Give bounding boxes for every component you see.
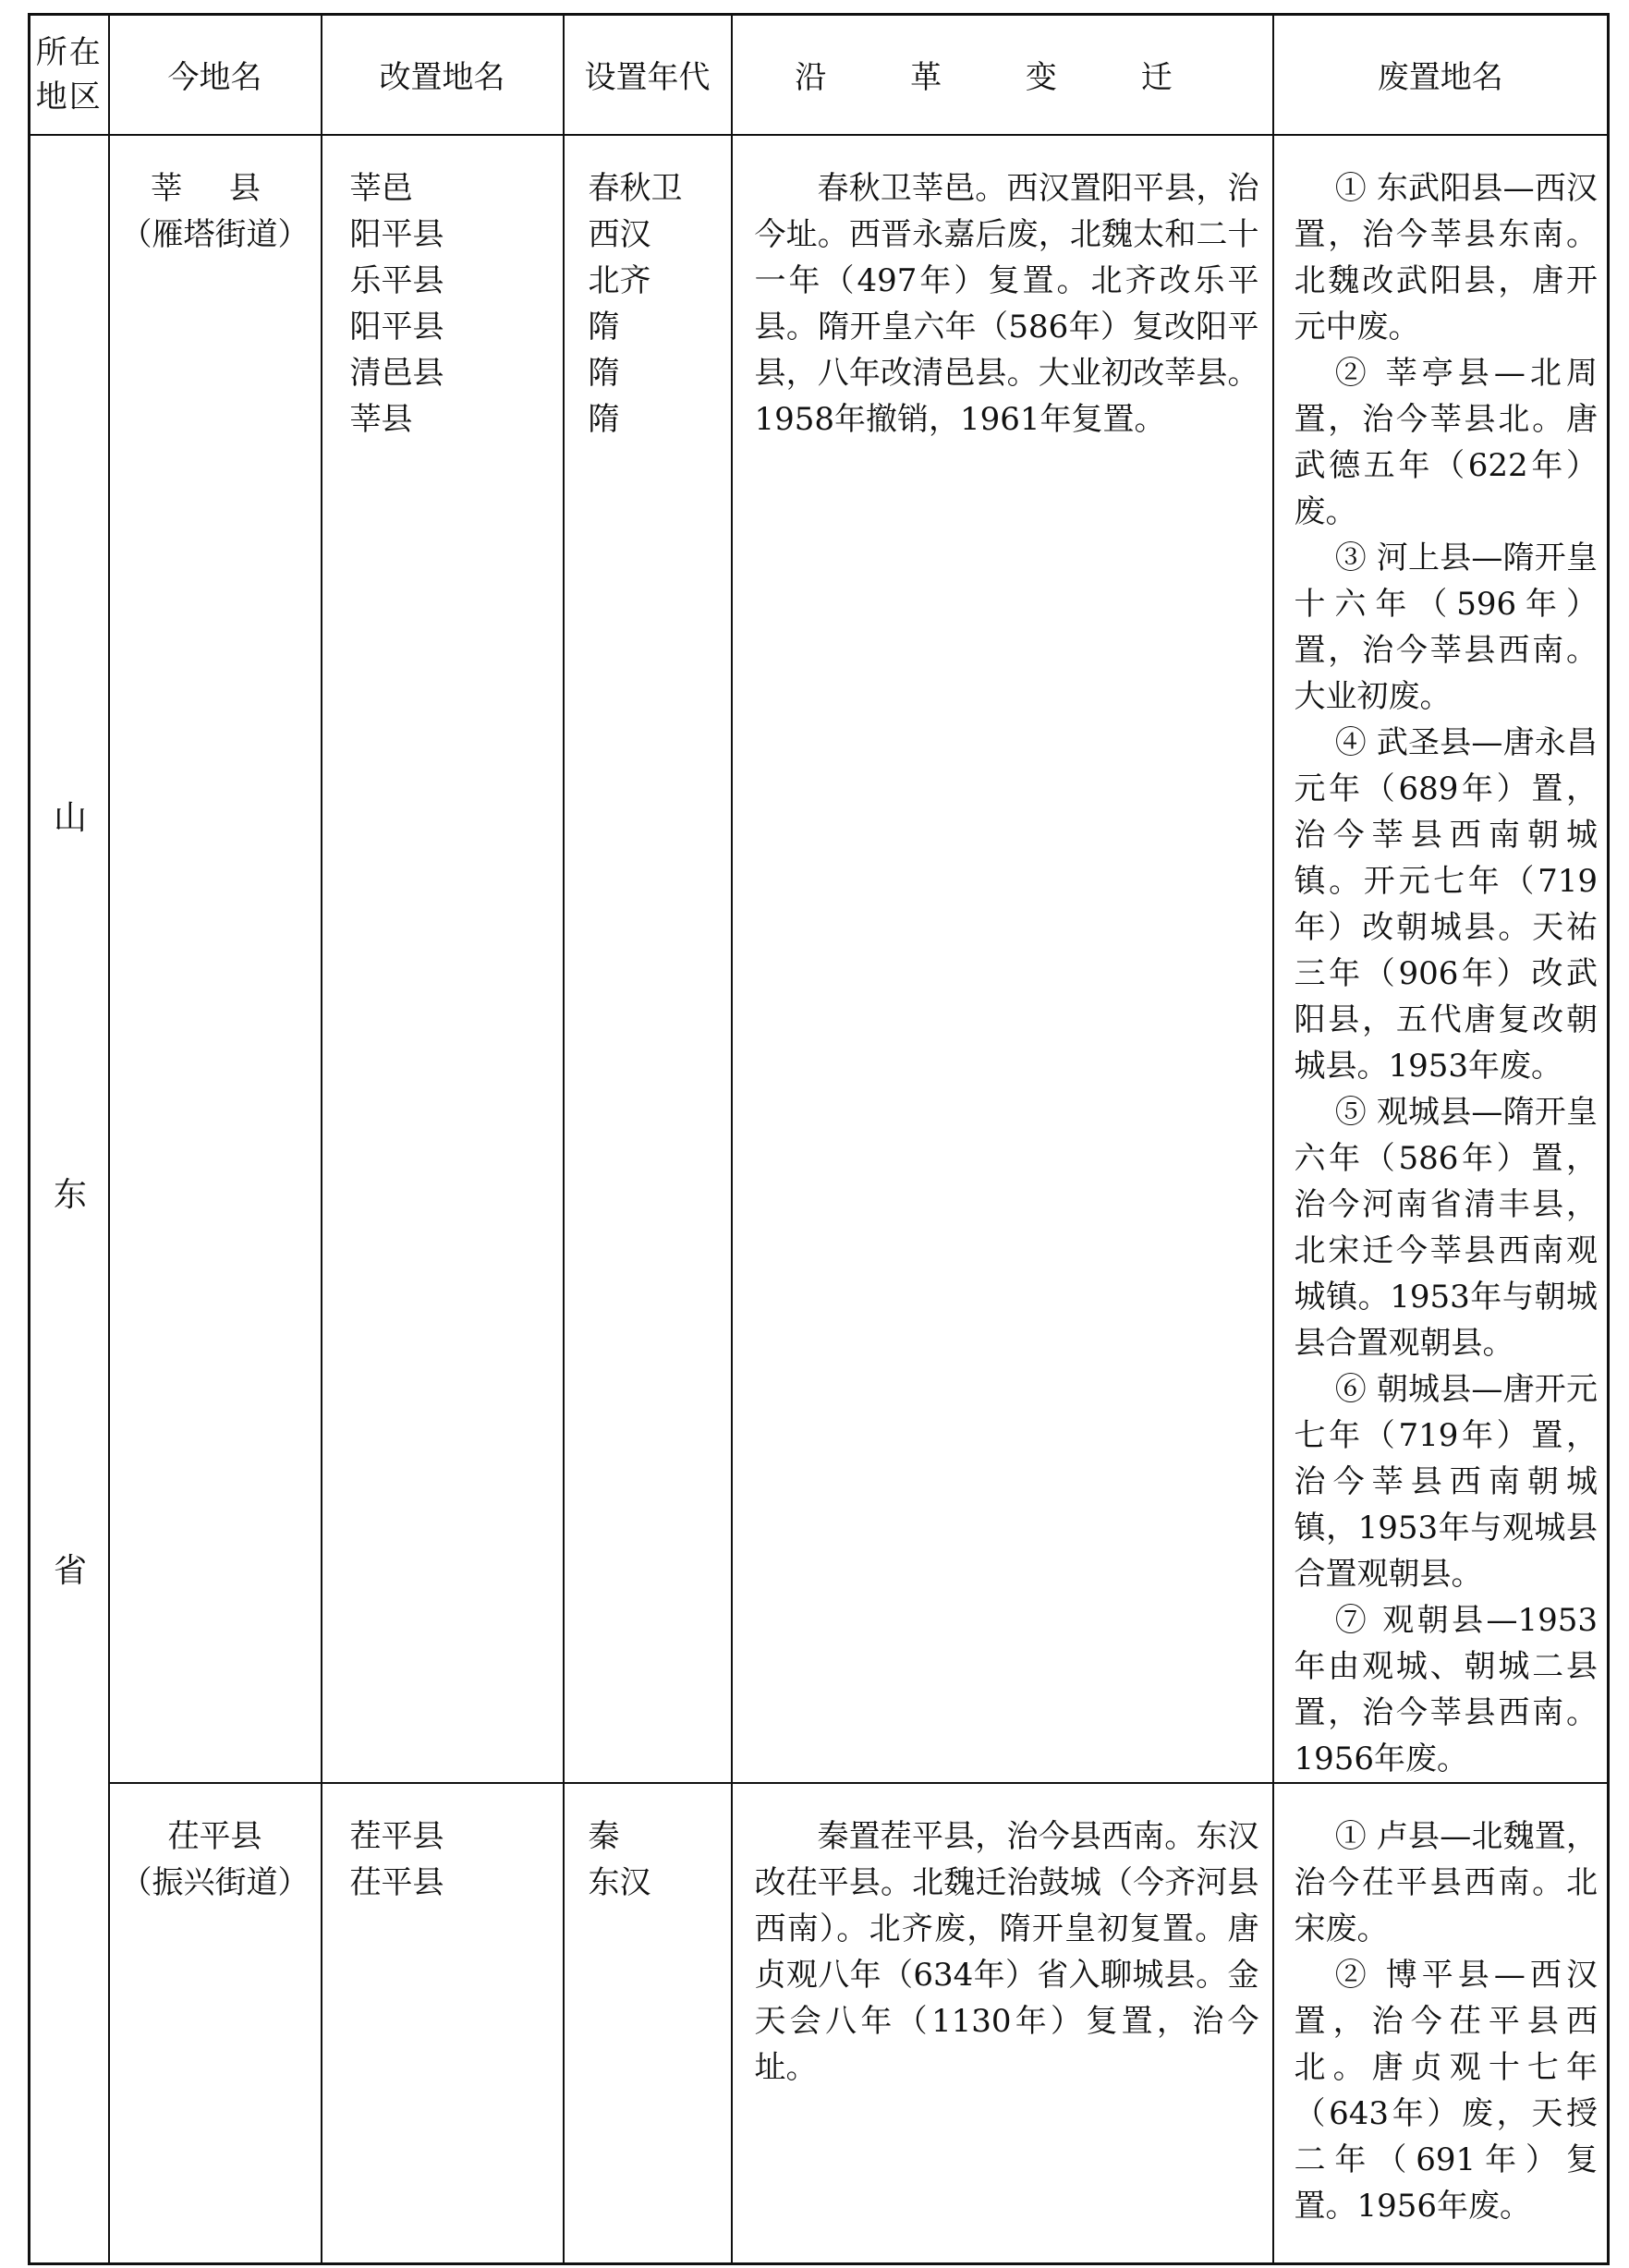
current-name-sub: （雁塔街道）: [120, 215, 310, 253]
abolished-item: ④ 武圣县—唐永昌元年（689年）置，治今莘县西南朝城镇。开元七年（719年）改朝城县。天祐三年（906年）改武阳县，五代唐复改朝城县。1953年废。: [1294, 723, 1598, 1085]
header-renamed: 改置地名: [322, 15, 564, 135]
header-region: [30, 15, 109, 135]
renamed-item: 茬平县: [349, 1817, 444, 1855]
region-char: 省: [53, 1551, 87, 1590]
header-history: 沿 革 变 迁: [732, 15, 1273, 135]
abolished-item: ⑥ 朝城县—唐开元七年（719年）置，治今莘县西南朝城镇，1953年与观城县合置观朝县。: [1294, 1370, 1598, 1593]
renamed-item: 清邑县: [349, 354, 444, 392]
abolished-item: ③ 河上县—隋开皇十六年（596年）置，治今莘县西南。大业初废。: [1294, 539, 1598, 715]
era-item: 隋: [588, 400, 620, 438]
renamed-item: 茌平县: [349, 1863, 444, 1901]
history-cell: [732, 1783, 1273, 2264]
abolished-item: ② 莘亭县—北周置，治今莘县北。唐武德五年（622年）废。: [1294, 354, 1598, 530]
era-item: 秦: [588, 1817, 620, 1855]
renamed-item: 莘县: [349, 400, 413, 438]
era-item: 隋: [588, 354, 620, 392]
header-row: [30, 15, 1609, 135]
renamed-cell: [322, 1783, 564, 2264]
history-text: 春秋卫莘邑。西汉置阳平县，治今址。西晋永嘉后废，北魏太和二十一年（497年）复置。北齐改乐平县。隋开皇六年（586年）复改阳平县，八年改清邑县。大业初改莘县。1958年撤销，1961年复置。: [754, 169, 1259, 438]
abolished-cell: [1273, 135, 1609, 1783]
gazetteer-table: [28, 13, 1610, 2265]
history-cell: [732, 135, 1273, 1783]
table-row: [30, 1783, 1609, 2264]
era-item: 北齐: [588, 261, 651, 299]
era-cell: [564, 135, 732, 1783]
era-item: 隋: [588, 308, 620, 346]
header-region-line1: 所在: [35, 33, 103, 71]
abolished-item: ① 卢县—北魏置，治今茌平县西南。北宋废。: [1294, 1817, 1598, 1947]
current-name-cell: [109, 1783, 322, 2264]
current-name-sub: （振兴街道）: [120, 1863, 310, 1901]
header-region-line2: 地区: [35, 78, 103, 115]
region-cell: [30, 135, 109, 2264]
renamed-item: 莘邑: [349, 169, 413, 207]
renamed-item: 阳平县: [349, 215, 444, 253]
era-item: 春秋卫: [588, 169, 683, 207]
current-name: 茌平县: [167, 1817, 262, 1855]
abolished-item: ① 东武阳县—西汉置，治今莘县东南。北魏改武阳县，唐开元中废。: [1294, 169, 1598, 346]
era-item: 东汉: [588, 1863, 651, 1901]
era-cell: [564, 1783, 732, 2264]
region-char: 山: [53, 798, 87, 837]
abolished-item: ② 博平县—西汉置，治今茌平县西北。唐贞观十七年（643年）废，天授二年（691年）复置。1956年废。: [1294, 1956, 1598, 2225]
abolished-cell: [1273, 1783, 1609, 2264]
header-abolished: 废置地名: [1273, 15, 1609, 135]
renamed-item: 乐平县: [349, 261, 444, 299]
abolished-item: ⑦ 观朝县—1953年由观城、朝城二县置，治今莘县西南。1956年废。: [1294, 1601, 1598, 1777]
history-text: 秦置茬平县，治今县西南。东汉改茌平县。北魏迁治鼓城（今齐河县西南）。北齐废，隋开皇初复置。唐贞观八年（634年）省入聊城县。金天会八年（1130年）复置，治今址。: [754, 1817, 1259, 2086]
current-name-cell: [109, 135, 322, 1783]
region-char: 东: [53, 1175, 87, 1214]
table-row: [30, 135, 1609, 1783]
header-current-name: 今地名: [109, 15, 322, 135]
current-name: 莘 县: [151, 169, 279, 207]
renamed-cell: [322, 135, 564, 1783]
era-item: 西汉: [588, 215, 651, 253]
header-era: 设置年代: [564, 15, 732, 135]
renamed-item: 阳平县: [349, 308, 444, 346]
abolished-item: ⑤ 观城县—隋开皇六年（586年）置，治今河南省清丰县，北宋迁今莘县西南观城镇。1953年与朝城县合置观朝县。: [1294, 1093, 1598, 1362]
